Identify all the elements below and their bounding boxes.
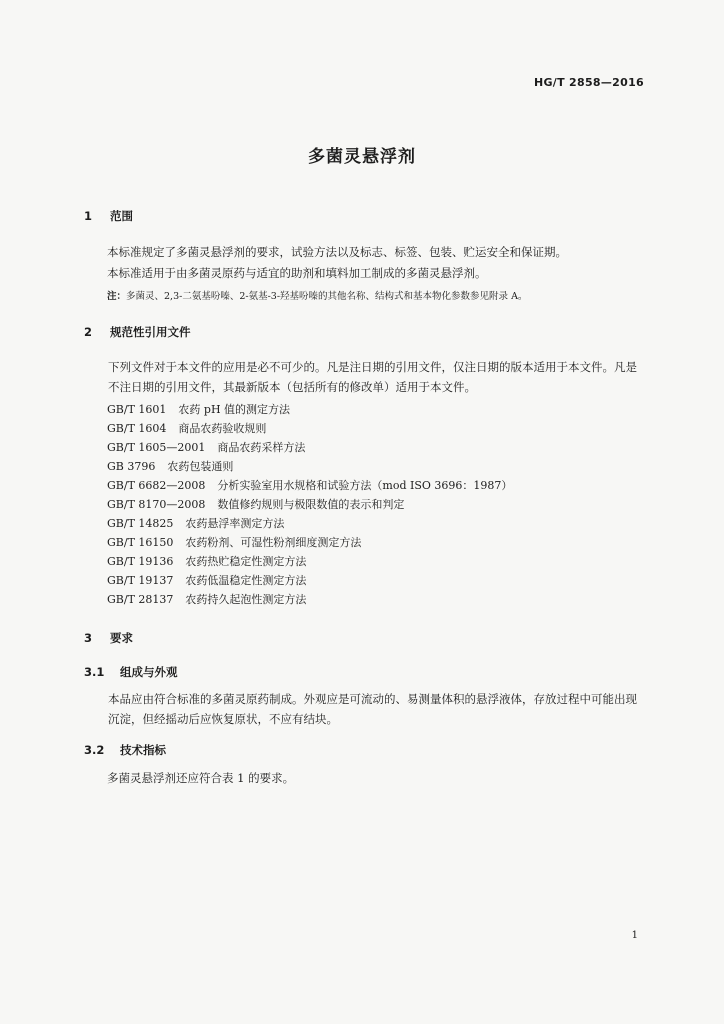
reference-item (107, 534, 361, 553)
scope-line-1: 本标准规定了多菌灵悬浮剂的要求，试验方法以及标志、标签、包装、贮运安全和保证期。 (107, 245, 567, 259)
reference-code: GB/T 19137 (107, 574, 174, 587)
reference-title: 农药粉剂、可湿性粉剂细度测定方法 (185, 536, 362, 549)
reference-code: GB/T 19136 (107, 555, 174, 568)
section-3-heading (84, 630, 133, 646)
subsection-title: 组成与外观 (120, 665, 178, 679)
reference-item (107, 496, 404, 515)
reference-title: 数值修约规则与极限数值的表示和判定 (217, 498, 405, 511)
note-text: 多菌灵、2,3-二氨基吩嗪、2-氨基-3-羟基吩嗪的其他名称、结构式和基本物化参数参见附录 A。 (126, 291, 528, 302)
composition-text: 本品应由符合标准的多菌灵原药制成。外观应是可流动的、易测量体积的悬浮液体，存放过程中可能出现沉淀，但经摇动后应恢复原状，不应有结块。 (108, 692, 637, 726)
reference-item (107, 553, 306, 572)
reference-item (107, 439, 305, 458)
standard-code: HG/T 2858—2016 (533, 76, 644, 89)
section-title: 范围 (110, 209, 134, 223)
section-3-2-heading (84, 742, 166, 758)
reference-code: GB/T 14825 (107, 517, 174, 530)
scope-line-2: 本标准适用于由多菌灵原药与适宜的助剂和填料加工制成的多菌灵悬浮剂。 (107, 266, 487, 280)
composition-paragraph (84, 690, 644, 729)
reference-code: GB/T 1604 (107, 422, 167, 435)
reference-title: 农药 pH 值的测定方法 (178, 403, 291, 416)
reference-item (107, 515, 284, 534)
reference-title: 农药包装通则 (167, 460, 234, 473)
reference-code: GB/T 1605—2001 (107, 441, 206, 454)
reference-code: GB 3796 (107, 460, 156, 473)
page-number: 1 (631, 930, 638, 941)
reference-code: GB/T 16150 (107, 536, 174, 549)
section-number: 2 (84, 325, 93, 339)
section-1-heading (84, 208, 133, 224)
reference-title: 农药低温稳定性测定方法 (185, 574, 307, 587)
document-title: 多菌灵悬浮剂 (308, 147, 416, 167)
reference-item (107, 572, 306, 591)
technical-index-text: 多菌灵悬浮剂还应符合表 1 的要求。 (107, 771, 295, 785)
references-intro-text: 下列文件对于本文件的应用是必不可少的。凡是注日期的引用文件，仅注日期的版本适用于本文件。凡是不注日期的引用文件，其最新版本（包括所有的修改单）适用于本文件。 (108, 360, 637, 394)
section-title: 要求 (110, 631, 134, 645)
reference-item (107, 477, 512, 496)
subsection-title: 技术指标 (120, 743, 167, 757)
reference-item (107, 401, 290, 420)
reference-code: GB/T 8170—2008 (107, 498, 206, 511)
reference-item (107, 591, 306, 610)
reference-title: 农药悬浮率测定方法 (185, 517, 285, 530)
section-2-heading (84, 324, 191, 340)
reference-title: 分析实验室用水规格和试验方法（mod ISO 3696：1987） (217, 479, 513, 492)
reference-title: 农药热贮稳定性测定方法 (185, 555, 307, 568)
subsection-number: 3.2 (84, 743, 105, 757)
reference-title: 商品农药验收规则 (178, 422, 267, 435)
reference-item (107, 420, 266, 439)
scope-note (107, 288, 527, 302)
section-title: 规范性引用文件 (110, 325, 191, 339)
references-intro (84, 358, 644, 397)
reference-item (107, 458, 233, 477)
reference-code: GB/T 1601 (107, 403, 167, 416)
reference-title: 农药持久起泡性测定方法 (185, 593, 307, 606)
reference-code: GB/T 28137 (107, 593, 174, 606)
reference-code: GB/T 6682—2008 (107, 479, 206, 492)
section-number: 3 (84, 631, 93, 645)
reference-title: 商品农药采样方法 (217, 441, 306, 454)
subsection-number: 3.1 (84, 665, 105, 679)
note-label: 注： (107, 291, 127, 302)
section-number: 1 (84, 209, 93, 223)
section-3-1-heading (84, 664, 178, 680)
